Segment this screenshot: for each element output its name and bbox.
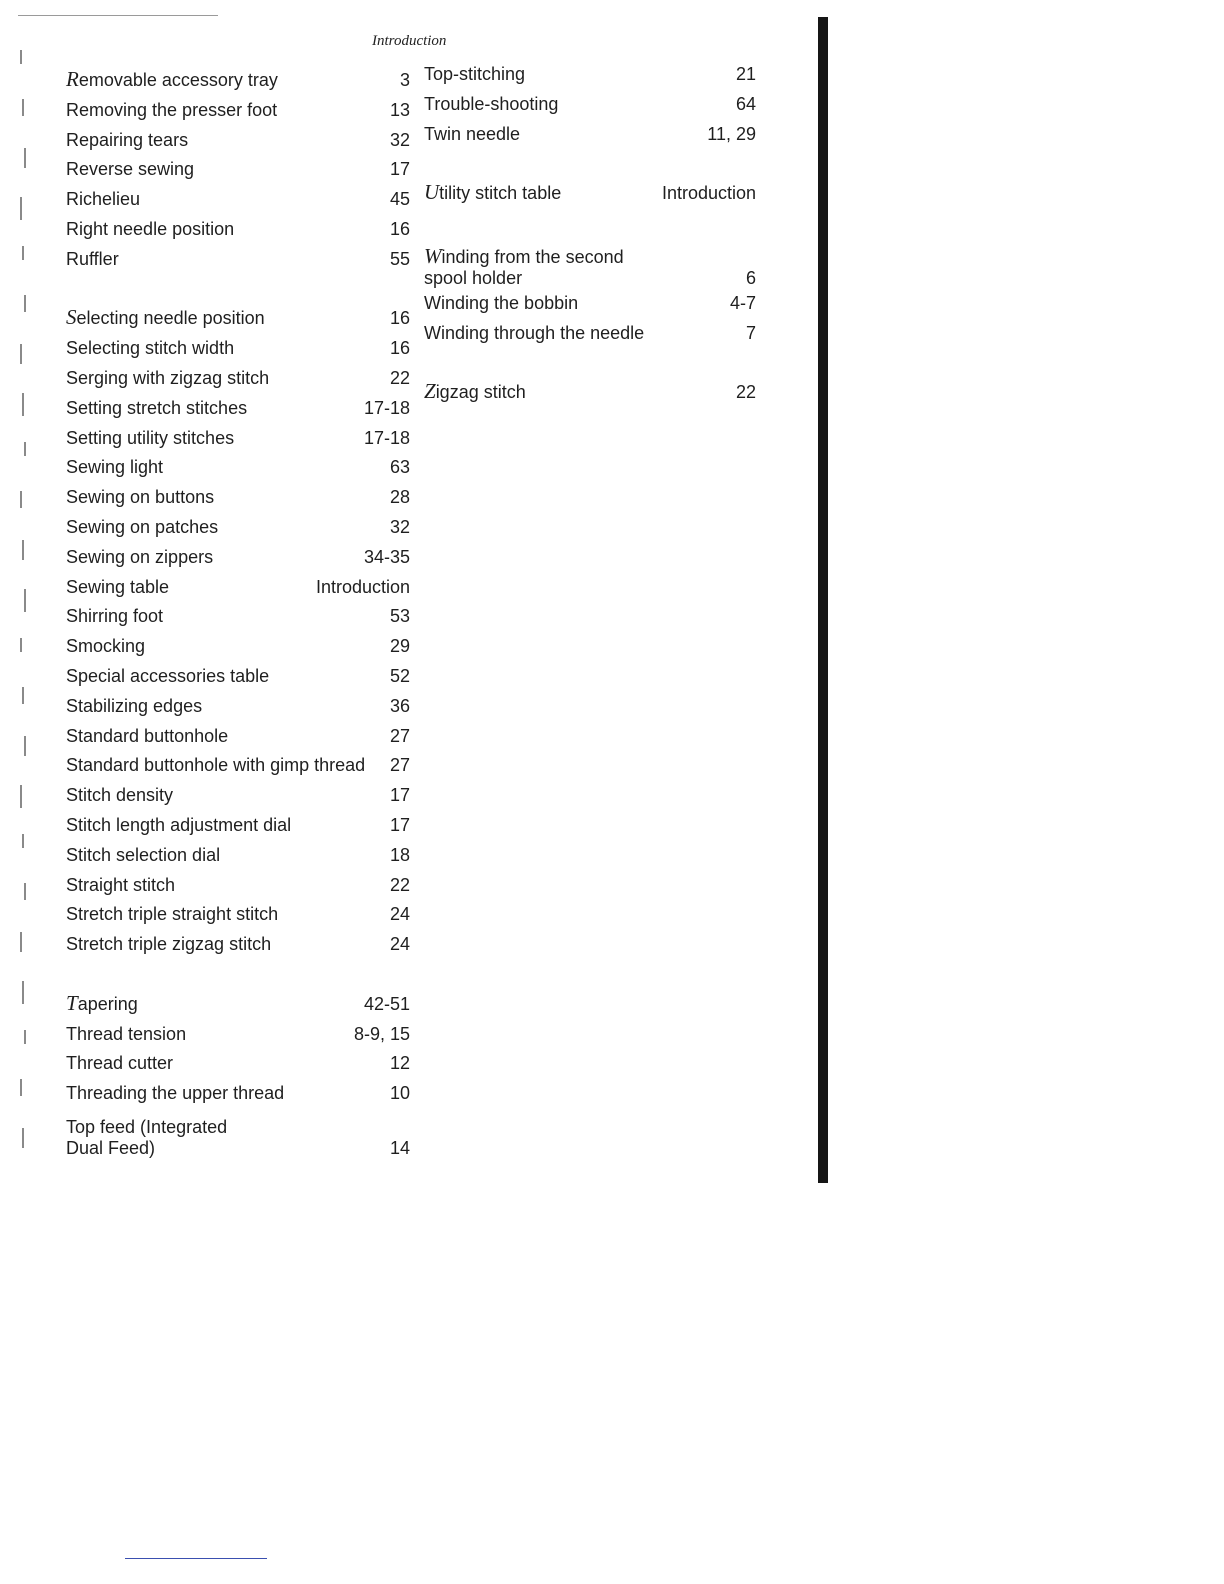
index-entry [424, 120, 756, 150]
entry-label: Sewing on patches [66, 516, 219, 537]
entry-label-rest: igzag stitch [435, 382, 526, 403]
entry-label [66, 989, 138, 1020]
index-entry [66, 632, 410, 662]
binding-hole-mark [20, 638, 22, 652]
index-entry [424, 378, 756, 408]
index-entry [66, 185, 410, 215]
entry-page: 24 [389, 904, 410, 925]
entry-label: Smocking [66, 636, 146, 657]
entry-page: 17 [389, 814, 410, 835]
footer-rule [125, 1558, 267, 1559]
binding-hole-mark [22, 540, 24, 560]
entry-page: 21 [735, 64, 756, 84]
entry-page: 6 [745, 267, 756, 288]
entry-page: 24 [389, 934, 410, 955]
binding-hole-mark [20, 932, 22, 952]
entry-page: 52 [389, 665, 410, 686]
entry-label: Repairing tears [66, 129, 189, 150]
index-entry [66, 602, 410, 632]
entry-label-rest: tility stitch table [439, 183, 562, 204]
binding-hole-mark [24, 589, 26, 612]
entry-label: Selecting stitch width [66, 338, 235, 359]
index-entry [66, 662, 410, 692]
entry-label [66, 303, 265, 334]
entry-label: Stitch selection dial [66, 844, 221, 865]
binding-hole-mark [22, 1128, 24, 1148]
entry-page: 16 [389, 218, 410, 239]
section-initial: T [66, 990, 78, 1015]
index-entry [66, 245, 410, 275]
section-initial: U [424, 180, 440, 205]
entry-label: Right needle position [66, 218, 235, 239]
entry-label-rest: apering [77, 993, 138, 1014]
entry-label: Special accessories table [66, 665, 270, 686]
entry-page: 29 [389, 636, 410, 657]
index-entry [66, 424, 410, 454]
binding-hole-mark [20, 491, 22, 508]
binding-hole-mark [24, 883, 26, 900]
entry-page: 7 [745, 322, 756, 343]
section-initial: Z [424, 379, 436, 404]
index-entry [66, 155, 410, 185]
entry-label-rest: emovable accessory tray [78, 70, 278, 90]
entry-page: 32 [389, 516, 410, 537]
index-entry [66, 900, 410, 930]
entry-page: 28 [389, 487, 410, 508]
entry-label: Standard buttonhole [66, 725, 229, 746]
entry-label: Reverse sewing [66, 159, 195, 180]
index-entry [66, 96, 410, 126]
binding-hole-mark [22, 834, 24, 848]
entry-page: 10 [389, 1083, 410, 1104]
entry-page: 11, 29 [707, 123, 756, 144]
index-entry [424, 319, 756, 349]
index-entry [66, 513, 410, 543]
entry-label: Trouble-shooting [424, 93, 559, 114]
entry-label: Stitch length adjustment dial [66, 814, 292, 835]
entry-label: Stitch density [66, 785, 174, 806]
entry-page: 22 [389, 874, 410, 895]
binding-hole-mark [24, 295, 26, 312]
entry-label: Top-stitching [424, 64, 526, 84]
index-entry [66, 841, 410, 871]
binding-hole-mark [20, 344, 22, 364]
entry-page: 12 [389, 1053, 410, 1074]
entry-page: 34-35 [363, 546, 410, 567]
entry-label-rest: inding from the second spool holder [424, 246, 624, 288]
index-entry [66, 66, 410, 96]
entry-label: Winding through the needle [424, 322, 645, 343]
index-entry [66, 781, 410, 811]
entry-label [424, 243, 624, 289]
page-header: Introduction [372, 33, 447, 49]
binding-edge [818, 17, 828, 1183]
index-entry [66, 930, 410, 960]
entry-label-rest: electing needle position [76, 308, 265, 329]
index-entry [66, 483, 410, 513]
entry-page: 42-51 [363, 993, 410, 1014]
entry-label: Twin needle [424, 123, 521, 144]
index-entry [424, 239, 756, 289]
entry-page: 36 [389, 695, 410, 716]
entry-page: 55 [389, 248, 410, 269]
entry-page: 27 [389, 755, 410, 776]
index-entry [66, 751, 410, 781]
entry-page: 17 [389, 159, 410, 180]
entry-page: 53 [389, 606, 410, 627]
entry-page: 63 [389, 457, 410, 478]
entry-page: 22 [389, 367, 410, 388]
entry-page: 16 [389, 308, 410, 329]
entry-label: Ruffler [66, 248, 119, 269]
entry-page: 4-7 [729, 292, 756, 313]
binding-hole-mark [20, 785, 22, 808]
index-entry [66, 304, 410, 334]
index-entry [424, 60, 756, 90]
index-entry [66, 394, 410, 424]
entry-label: Top feed (Integrated Dual Feed) [66, 1116, 228, 1158]
entry-page: 32 [389, 129, 410, 150]
entry-label: Removing the presser foot [66, 99, 278, 120]
entry-page: 14 [389, 1137, 410, 1158]
index-column-right [424, 60, 756, 408]
binding-hole-mark [24, 148, 26, 168]
section-initial: W [424, 243, 442, 268]
index-entry [66, 990, 410, 1020]
section-initial: R [66, 67, 79, 91]
entry-page: 17-18 [363, 427, 410, 448]
entry-label: Setting utility stitches [66, 427, 235, 448]
entry-label: Thread cutter [66, 1053, 174, 1074]
entry-page: Introduction [315, 576, 410, 597]
binding-holes [18, 50, 40, 1170]
index-entry [66, 1079, 410, 1109]
binding-hole-mark [20, 50, 22, 64]
entry-label: Straight stitch [66, 874, 176, 895]
index-entry [66, 334, 410, 364]
entry-label: Stabilizing edges [66, 695, 203, 716]
scan-artifact-line [18, 15, 218, 16]
index-entry [424, 90, 756, 120]
index-entry [66, 543, 410, 573]
binding-hole-mark [24, 1030, 26, 1044]
entry-page: 22 [735, 382, 756, 403]
entry-label: Sewing on buttons [66, 487, 215, 508]
index-entry [66, 692, 410, 722]
index-entry [66, 871, 410, 901]
entry-page: 13 [389, 99, 410, 120]
binding-hole-mark [22, 99, 24, 116]
binding-hole-mark [24, 442, 26, 456]
entry-label [424, 377, 526, 408]
entry-page: 8-9, 15 [353, 1023, 410, 1044]
entry-page: 64 [735, 93, 756, 114]
index-entry [66, 1109, 410, 1159]
entry-page: 17 [389, 785, 410, 806]
index-entry [66, 1020, 410, 1050]
index-entry [66, 573, 410, 603]
entry-page: 16 [389, 338, 410, 359]
binding-hole-mark [22, 687, 24, 704]
entry-label: Threading the upper thread [66, 1083, 285, 1104]
entry-page: 3 [399, 70, 410, 90]
binding-hole-mark [22, 246, 24, 260]
entry-page: 18 [389, 844, 410, 865]
index-column-left [66, 66, 410, 1159]
entry-label: Sewing table [66, 576, 170, 597]
binding-hole-mark [22, 393, 24, 416]
index-entry [66, 453, 410, 483]
index-entry [66, 1049, 410, 1079]
entry-label: Serging with zigzag stitch [66, 367, 270, 388]
index-entry [424, 289, 756, 319]
binding-hole-mark [22, 981, 24, 1004]
index-entry [66, 215, 410, 245]
binding-hole-mark [20, 197, 22, 220]
index-entry [66, 811, 410, 841]
entry-label: Shirring foot [66, 606, 164, 627]
entry-page: Introduction [661, 183, 756, 204]
section-initial: S [66, 305, 77, 330]
entry-page: 27 [389, 725, 410, 746]
index-entry [66, 126, 410, 156]
index-entry [66, 722, 410, 752]
entry-label: Sewing on zippers [66, 546, 214, 567]
entry-label: Richelieu [66, 189, 141, 210]
index-entry [424, 179, 756, 209]
entry-label: Standard buttonhole with gimp thread [66, 755, 366, 776]
entry-page: 17-18 [363, 397, 410, 418]
binding-hole-mark [24, 736, 26, 756]
entry-page: 45 [389, 189, 410, 210]
entry-label [424, 178, 561, 209]
binding-hole-mark [20, 1079, 22, 1096]
entry-label: Stretch triple straight stitch [66, 904, 279, 925]
entry-label: Sewing light [66, 457, 164, 478]
entry-label: Winding the bobbin [424, 292, 579, 313]
entry-label: Thread tension [66, 1023, 187, 1044]
index-entry [66, 364, 410, 394]
entry-label: Setting stretch stitches [66, 397, 248, 418]
entry-label [66, 65, 278, 96]
entry-label: Stretch triple zigzag stitch [66, 934, 272, 955]
